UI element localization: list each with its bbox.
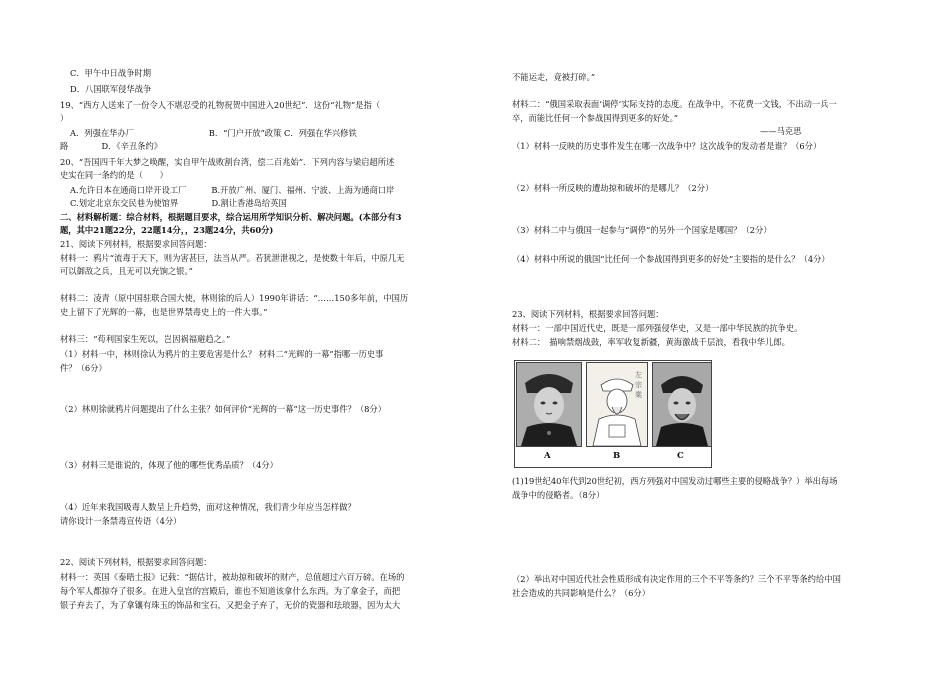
q21-sub-4-cont: 请你设计一条禁毒宣传语（4分） bbox=[60, 516, 182, 526]
photo-label-c: C bbox=[677, 451, 684, 461]
question-23: 23、阅读下列材料，根据要求回答问题： bbox=[512, 309, 664, 319]
question-19-cont: ） bbox=[60, 113, 69, 123]
q22-material-1-cont-2: 银子弃去了，为了拿镶有珠玉的饰品和宝石，又把金子弃了，无价的瓷器和珐琅器，因为太大 bbox=[60, 600, 401, 610]
q22-material-2-cont: 卒，而能比任何一个参战国得到更多的好处。” bbox=[512, 113, 679, 123]
option-d: D．八国联军侵华战争 bbox=[70, 84, 152, 94]
q23-sub-2: （2）举出对中国近代社会性质形成有决定作用的三个不平等条约？三个不平等条约给中国 bbox=[512, 574, 841, 584]
q23-material-2: 材料二： 描响禁烟战鼓，率军收复新疆，黄海激战千层浪，看我中华儿郎。 bbox=[512, 337, 790, 347]
question-19-options-cont: 路 D．《辛丑条约》 bbox=[60, 141, 163, 151]
question-20-options-ab: A.允许日本在通商口岸开设工厂 B.开放广州、厦门、福州、宁波、上海为通商口岸 bbox=[70, 185, 395, 195]
portrait-b bbox=[586, 362, 648, 447]
q22-sub-2: （2）材料一所反映的遭劫掠和破坏的是哪儿？（2分） bbox=[512, 183, 714, 193]
q21-sub-2: （2）林则徐就鸦片问题提出了什么主张？如何评价“光辉的一幕”这一历史事件？（8分） bbox=[60, 404, 387, 414]
q22-material-2: 材料二：“俄国采取表面‘调停’实际支持的态度。在战争中，不花费一文钱，不出动一兵一 bbox=[512, 99, 837, 109]
q22-sub-1: （1）材料一反映的历史事件发生在哪一次战争中？这次战争的发动者是谁？（6分） bbox=[512, 141, 822, 151]
question-19: 19、“西方人送来了一份令人不堪忍受的礼物祝贺中国进入20世纪”．这份“礼物”是指（ bbox=[60, 100, 381, 110]
q22-material-1-end: 不能运走，竟被打碎。” bbox=[512, 72, 596, 82]
question-22: 22、阅读下列材料，根据要求回答问题： bbox=[60, 557, 212, 567]
portrait-c bbox=[652, 362, 712, 447]
q23-sub-1-cont: 战争中的侵略者。（8分） bbox=[512, 490, 605, 500]
question-20-options-cd: C.划定北京东交民巷为使馆界 D.割让香港岛给英国 bbox=[70, 198, 287, 208]
q21-material-2-cont: 史上留下了光辉的一幕，也是世界禁毒史上的一件大事。” bbox=[60, 307, 268, 317]
q21-material-2: 材料二：凌青（原中国驻联合国大使，林则徐的后人）1990年讲话：“……150多年前，中国历 bbox=[60, 293, 409, 303]
portrait-b-image bbox=[587, 363, 647, 446]
q23-material-1: 材料一：一部中国近代史，既是一部列强侵华史，又是一部中华民族的抗争史。 bbox=[512, 323, 803, 333]
q21-material-3: 材料三：“苟利国家生死以，岂因祸福避趋之。” bbox=[60, 334, 231, 344]
portrait-a-image bbox=[517, 363, 581, 446]
q21-sub-3: （3）材料三是谁说的，体现了他的哪些优秀品质？（4分） bbox=[60, 460, 278, 470]
q22-sub-4: （4）材料中所说的俄国“比任何一个参战国得到更多的好处”主要指的是什么？（4分） bbox=[512, 254, 830, 264]
question-20-cont: 史实在同一条约的是（ ） bbox=[60, 170, 168, 180]
svg-text:宗: 宗 bbox=[635, 381, 642, 389]
question-20: 20、“吾国四千年大梦之唤醒，实自甲午战败割台湾，偿二百兆始”．下列内容与梁启超所述 bbox=[60, 157, 395, 167]
photo-label-a: A bbox=[544, 451, 551, 461]
q22-material-1-cont-1: 每个军人都掠夺了很多。在进入皇宫的宫殿后，谁也不知道该拿什么东西。为了拿金子，而把 bbox=[60, 586, 401, 596]
section-2-heading: 二、材料解析题：综合材料，根据题目要求，综合运用所学知识分析、解决问题。(本部分有3 bbox=[60, 212, 402, 222]
q23-sub-2-cont: 社会造成的共同影响是什么？（6分） bbox=[512, 588, 651, 598]
section-2-heading-cont: 题，其中21题22分，22题14分，，23题24分，共60分) bbox=[60, 225, 274, 235]
photo-label-b: B bbox=[613, 451, 621, 461]
q22-material-1: 材料一：英国《泰晤士报》记载：“据估计，被劫掠和破坏的财产，总值超过六百万磅。在场的 bbox=[60, 572, 405, 582]
q23-sub-1: (1)19世纪40年代到20世纪初，西方列强对中国发动过哪些主要的侵略战争？）举出每场 bbox=[512, 476, 838, 486]
option-c: C．甲午中日战争时期 bbox=[70, 68, 152, 78]
q22-sub-3: （3）材料二中与俄国一起参与“调停”的另外一个国家是哪国？（2分） bbox=[512, 225, 772, 235]
svg-text:左: 左 bbox=[635, 371, 642, 379]
q22-material-2-source: ——马克思 bbox=[760, 126, 802, 136]
q21-sub-1: （1）材料一中，林则徐认为鸦片的主要危害是什么？ 材料二“光辉的一幕”指哪一历史事 bbox=[60, 349, 384, 359]
q21-sub-4: （4）近年来我国吸毒人数呈上升趋势，面对这种情况，我们青少年应当怎样做？ bbox=[60, 502, 356, 512]
portrait-c-image bbox=[653, 363, 711, 446]
question-21: 21、阅读下列材料，根据要求回答问题： bbox=[60, 239, 212, 249]
q21-material-1-cont: 可以御敌之兵，且无可以充饷之银。” bbox=[60, 266, 193, 276]
q21-sub-1-cont: 件？（6分） bbox=[60, 363, 107, 373]
question-19-options: A．列强在华办厂 B．“门户开放”政策 C．列强在华兴修铁 bbox=[70, 128, 357, 138]
svg-text:棠: 棠 bbox=[635, 391, 642, 399]
q21-material-1: 材料一：鸦片“流毒于天下，则为害甚巨，法当从严。若犹泄泄视之，是使数十年后，中原几无 bbox=[60, 253, 405, 263]
portrait-a bbox=[516, 362, 582, 447]
